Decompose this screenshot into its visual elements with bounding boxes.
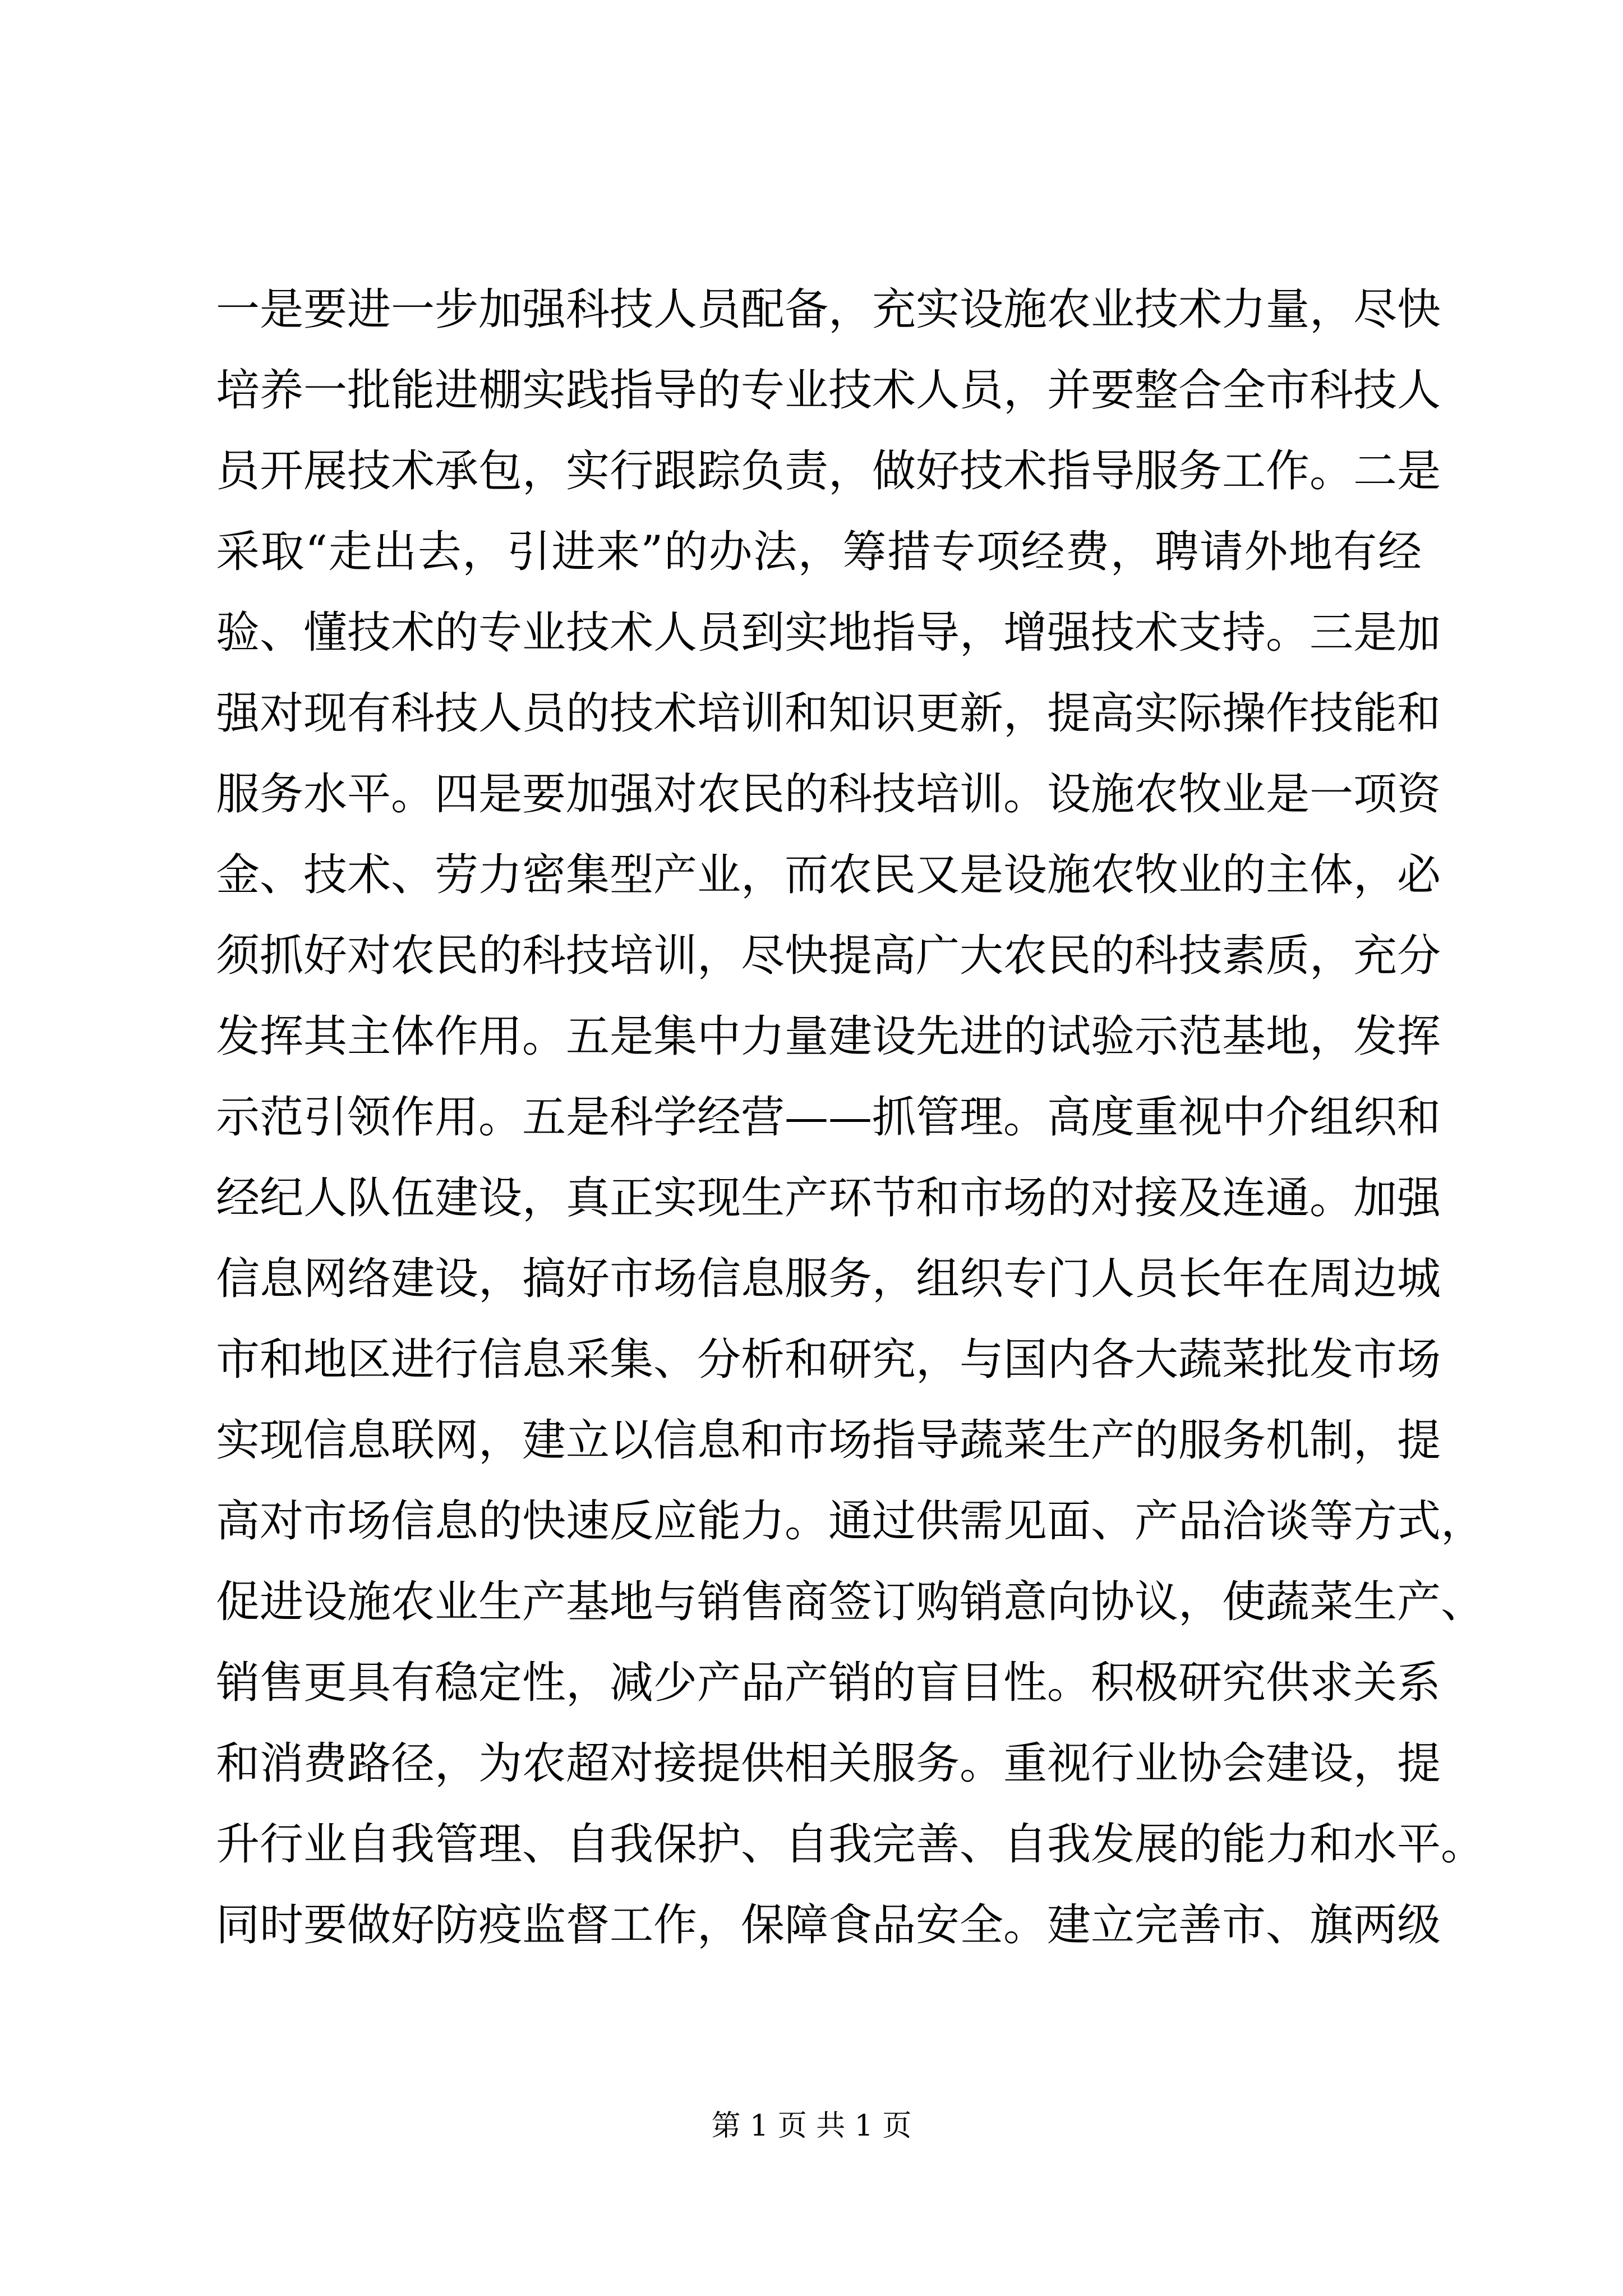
text-line: 和消费路径，为农超对接提供相关服务。重视行业协会建设，提: [216, 1738, 1441, 1789]
text-line: 采取“走出去，引进来”的办法，筹措专项经费，聘请外地有经: [216, 527, 1422, 577]
text-line: 同时要做好防疫监督工作，保障食品安全。建立完善市、旗两级: [216, 1900, 1441, 1950]
text-line: 实现信息联网，建立以信息和市场指导蔬菜生产的服务机制，提: [216, 1415, 1441, 1466]
text-line: 发挥其主体作用。五是集中力量建设先进的试验示范基地，发挥: [216, 1011, 1441, 1062]
page-number-footer: 第 1 页 共 1 页: [711, 2109, 912, 2143]
text-line: 员开展技术承包，实行跟踪负责，做好技术指导服务工作。二是: [216, 446, 1441, 496]
text-line: 促进设施农业生产基地与销售商签订购销意向协议，使蔬菜生产、: [216, 1577, 1485, 1627]
text-line: 高对市场信息的快速反应能力。通过供需见面、产品洽谈等方式，: [216, 1496, 1485, 1547]
text-line: 信息网络建设，搞好市场信息服务，组织专门人员长年在周边城: [216, 1254, 1441, 1304]
text-line: 金、技术、劳力密集型产业，而农民又是设施农牧业的主体，必: [216, 850, 1441, 900]
text-line: 一是要进一步加强科技人员配备，充实设施农业技术力量，尽快: [216, 284, 1441, 335]
text-line: 市和地区进行信息采集、分析和研究，与国内各大蔬菜批发市场: [216, 1335, 1441, 1385]
text-line: 验、懂技术的专业技术人员到实地指导，增强技术支持。三是加: [216, 608, 1441, 658]
text-line: 培养一批能进棚实践指导的专业技术人员，并要整合全市科技人: [216, 365, 1441, 416]
text-line: 须抓好对农民的科技培训，尽快提高广大农民的科技素质，充分: [216, 931, 1441, 981]
text-line: 升行业自我管理、自我保护、自我完善、自我发展的能力和水平。: [216, 1819, 1485, 1870]
body-paragraph: [216, 269, 1485, 1966]
text-line: 销售更具有稳定性，减少产品产销的盲目性。积极研究供求关系: [216, 1658, 1441, 1708]
text-line: 经纪人队伍建设，真正实现生产环节和市场的对接及连通。加强: [216, 1173, 1441, 1223]
text-line: 强对现有科技人员的技术培训和知识更新，提高实际操作技能和: [216, 688, 1441, 739]
text-line: 示范引领作用。五是科学经营——抓管理。高度重视中介组织和: [216, 1092, 1441, 1143]
text-line: 服务水平。四是要加强对农民的科技培训。设施农牧业是一项资: [216, 769, 1441, 820]
